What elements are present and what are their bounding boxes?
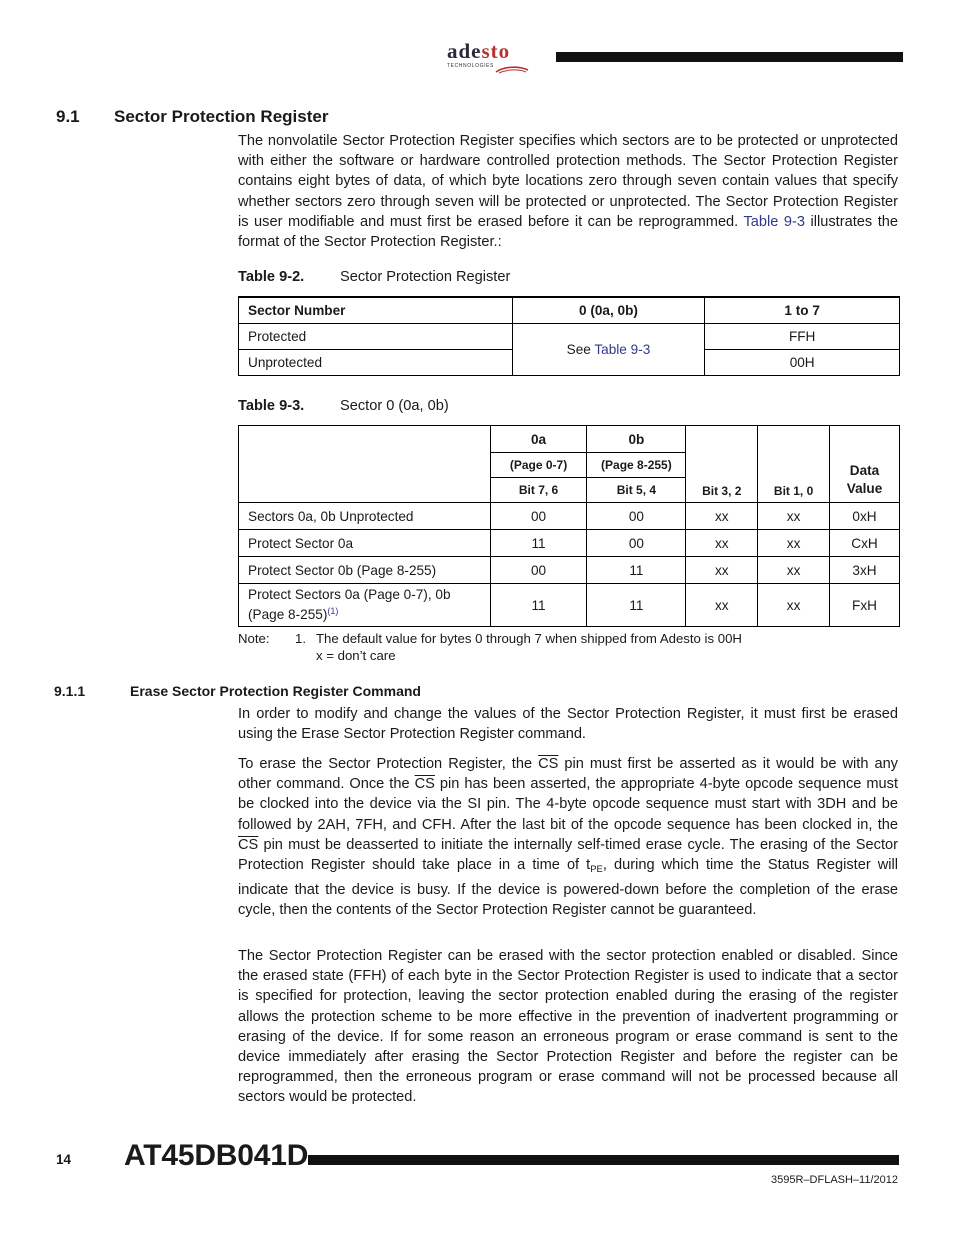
company-logo <box>447 40 531 76</box>
row-label: Protected <box>239 323 513 349</box>
row-label: Protect Sector 0a <box>239 530 491 557</box>
section-title: Sector Protection Register <box>114 107 329 126</box>
cell: 3xH <box>830 557 900 584</box>
subsection-number: 9.1.1 <box>54 683 86 699</box>
cell: 00 <box>587 503 686 530</box>
row-label: Unprotected <box>239 349 513 375</box>
row-label: Protect Sector 0b (Page 8-255) <box>239 557 491 584</box>
table-label: Table 9-3. <box>238 398 305 414</box>
sector-protection-table <box>238 296 900 376</box>
note-line-2: x = don’t care <box>316 648 396 663</box>
table-title: Sector Protection Register <box>340 269 511 285</box>
tpe-subscript: PE <box>590 864 603 876</box>
page-number: 14 <box>56 1152 72 1167</box>
logo-tagline: TECHNOLOGIES <box>447 63 494 69</box>
header-rule <box>556 52 903 62</box>
table-row <box>239 323 900 349</box>
header-cell: Bit 1, 0 <box>758 426 830 503</box>
note-number: 1. <box>295 631 306 646</box>
table-row <box>239 584 900 627</box>
section-number: 9.1 <box>56 107 80 126</box>
body-paragraph-1: In order to modify and change the values of the Sector Protection Register, it must first be erased using the Erase Sector Protection Register command. <box>238 706 898 743</box>
cell: xx <box>758 503 830 530</box>
table-row <box>239 530 900 557</box>
header-cell: (Page 8-255) <box>587 453 686 478</box>
section-heading <box>56 107 456 127</box>
header-empty-cell <box>239 426 491 503</box>
cell: xx <box>758 530 830 557</box>
cs-signal: $\overline{CS}$ <box>238 836 259 853</box>
row-label: Protect Sectors 0a (Page 0-7), 0b (Page 8-255)$^{(1)}$ <box>239 584 491 627</box>
table-row <box>239 503 900 530</box>
cs-signal: $\overline{CS}$ <box>538 756 559 772</box>
logo-wordmark: adesto <box>447 39 511 63</box>
subsection-heading <box>54 683 554 700</box>
cs-signal: $\overline{CS}$ <box>414 776 435 793</box>
note-label: Note: <box>238 631 270 646</box>
cell: 00 <box>490 503 587 530</box>
cell: 11 <box>490 530 587 557</box>
note-line-1: The default value for bytes 0 through 7 when shipped from Adesto is 00H <box>316 631 742 646</box>
body-paragraph-2: To erase the Sector Protection Register, the $\overline{CS}$ pin must first be asserted as it would be with any other command. Once the $\overline{CS}$ pin has been asserted, the appropriate 4-byte opcode sequence must be clocked into the device via the SI pin. The 4-byte opcode sequence must start with 3DH and be followed by 2AH, 7FH, and CFH. After the last bit of the opcode sequence has been clocked in, the $\overline{CS}$ pin must be deasserted to initiate the internally self-timed erase cycle. The erasing of the Sector Protection Register should take place in a time of $t_{PE}$, during which time the Status Register will indicate that the device is busy. If the device is powered-down before the completion of the erase cycle, then the contents of the Sector Protection Register cannot be guaranteed. <box>238 756 899 919</box>
cell: 0xH <box>830 503 900 530</box>
cell: xx <box>758 584 830 627</box>
intro-paragraph: The nonvolatile Sector Protection Register specifies which sectors are to be protected or unprotected with either the software or hardware controlled protection methods. The Sector Protection Register contains eight bytes of data, of which byte locations zero through seven contain values that specify whether sectors zero through seven will be protected or unprotected. The Sector Protection Register is user modifiable and must first be erased before it can be reprogrammed. Table 9-3 illustrates the format of the Sector Protection Register.: <box>238 133 898 251</box>
table-note <box>238 630 838 666</box>
header-cell: 0a <box>490 426 587 453</box>
document-id: 3595R–DFLASH–11/2012 <box>771 1174 898 1186</box>
cell: xx <box>686 530 758 557</box>
header-cell: Bit 7, 6 <box>490 478 587 503</box>
row-label: Sectors 0a, 0b Unprotected <box>239 503 491 530</box>
logo-swoosh-icon <box>495 66 529 74</box>
table-row <box>239 557 900 584</box>
merged-cell: See Table 9-3 <box>512 323 705 375</box>
cell: xx <box>686 557 758 584</box>
table-header-row <box>239 297 900 323</box>
cell: xx <box>758 557 830 584</box>
header-cell: Sector Number <box>239 297 513 323</box>
cell: 00 <box>490 557 587 584</box>
part-number: AT45DB041D <box>124 1139 309 1172</box>
header-cell: Data Value <box>830 426 900 503</box>
header-cell: (Page 0-7) <box>490 453 587 478</box>
table-9-3-link[interactable]: Table 9-3 <box>594 341 651 357</box>
table-header-row <box>239 426 900 453</box>
header-cell: Bit 5, 4 <box>587 478 686 503</box>
cell: 11 <box>587 584 686 627</box>
header-cell: 0b <box>587 426 686 453</box>
cell: FxH <box>830 584 900 627</box>
cell: CxH <box>830 530 900 557</box>
table-title: Sector 0 (0a, 0b) <box>340 398 449 414</box>
cell: 00 <box>587 530 686 557</box>
table-9-2-caption <box>238 268 638 286</box>
cell: 11 <box>587 557 686 584</box>
value-cell: FFH <box>705 323 900 349</box>
header-cell: 0 (0a, 0b) <box>512 297 705 323</box>
sector-0-table <box>238 425 900 627</box>
cell: xx <box>686 584 758 627</box>
value-cell: 00H <box>705 349 900 375</box>
cell: 11 <box>490 584 587 627</box>
subsection-title: Erase Sector Protection Register Command <box>130 683 421 699</box>
table-9-3-caption <box>238 397 638 415</box>
footer-rule <box>308 1155 899 1165</box>
footnote-link[interactable]: (1) <box>327 606 339 616</box>
cell: xx <box>686 503 758 530</box>
header-cell: 1 to 7 <box>705 297 900 323</box>
body-paragraph-3: The Sector Protection Register can be erased with the sector protection enabled or disabled. Since the erased state (FFH) of each byte in the Sector Protection Register is used to indicate that a sector is specified for protection, leaving the sector protection enabled during the erasing of the register allows the protection scheme to be more effective in the prevention of inadvertent programming or erasing of the device. If for some reason an erroneous program or erase command is sent to the device immediately after erasing the Sector Protection Register and before the register can be reprogrammed, then the erroneous program or erase command will not be processed because all sectors would be protected. <box>238 948 898 1106</box>
table-label: Table 9-2. <box>238 269 305 285</box>
table-9-3-link[interactable]: Table 9-3 <box>743 213 806 230</box>
header-cell: Bit 3, 2 <box>686 426 758 503</box>
